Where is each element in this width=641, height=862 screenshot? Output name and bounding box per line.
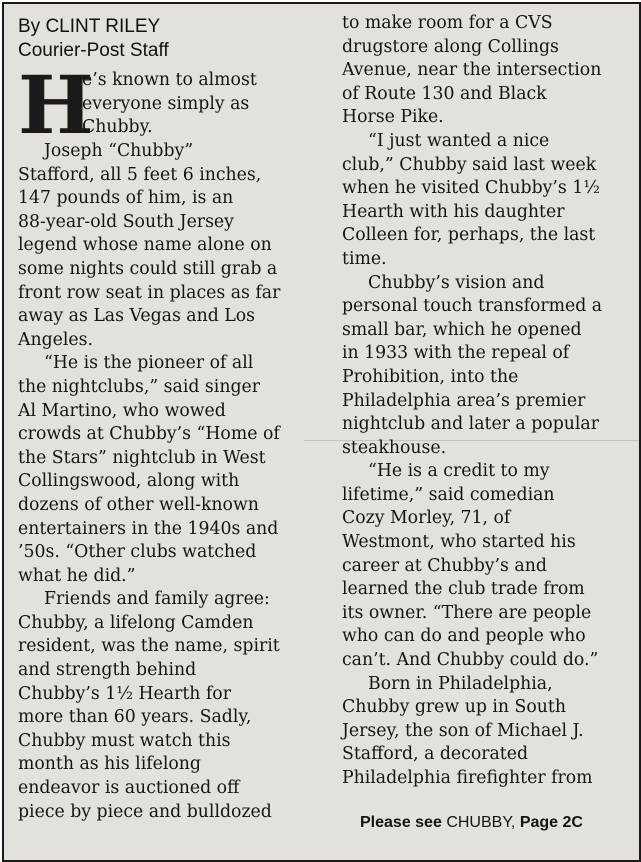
text-line: “I just wanted a nice xyxy=(368,130,550,151)
text-line: piece by piece and bulldozed xyxy=(18,801,272,822)
text-line: when he visited Chubby’s 1½ xyxy=(342,178,601,199)
text-line: resident, was the name, spirit xyxy=(18,636,280,657)
text-line: front row seat in places as far xyxy=(18,282,281,303)
continuation-line xyxy=(360,812,583,834)
text-line: to make room for a CVS xyxy=(342,13,553,33)
text-line: drugstore along Collings xyxy=(342,36,559,57)
text-line: 147 pounds of him, is an xyxy=(18,188,234,209)
lead-line: e’s known to almost xyxy=(82,70,257,90)
text-line: crowds at Chubby’s “Home of xyxy=(18,424,280,445)
text-line: “He is a credit to my xyxy=(368,461,550,482)
text-line: what he did.” xyxy=(18,565,136,586)
text-line: Joseph “Chubby” xyxy=(44,141,194,161)
text-line: Cozy Morley, 71, of xyxy=(342,508,511,529)
text-line: ’50s. “Other clubs watched xyxy=(18,542,257,563)
text-line: some nights could still grab a xyxy=(18,258,278,279)
lead-line: Chubby. xyxy=(82,117,153,138)
text-line: its owner. “There are people xyxy=(342,602,592,623)
byline-author: By CLINT RILEY xyxy=(18,16,161,37)
text-line: Friends and family agree: xyxy=(44,589,270,610)
text-line: Prohibition, into the xyxy=(342,366,519,387)
text-line: time. xyxy=(342,248,387,269)
text-line: and strength behind xyxy=(18,660,197,681)
jump-page: Page 2C xyxy=(519,814,583,831)
right-column xyxy=(342,4,632,791)
lead-line: everyone simply as xyxy=(82,93,250,114)
text-line: Jersey, the son of Michael J. xyxy=(342,720,584,741)
text-line: lifetime,” said comedian xyxy=(342,484,555,505)
text-line: the Stars” nightclub in West xyxy=(18,447,266,468)
text-line: more than 60 years. Sadly, xyxy=(18,707,252,728)
text-line: away as Las Vegas and Los xyxy=(18,306,256,327)
text-line: 88-year-old South Jersey xyxy=(18,211,234,232)
text-line: Collingswood, along with xyxy=(18,471,240,492)
text-line: learned the club trade from xyxy=(342,579,585,600)
text-line: endeavor is auctioned off xyxy=(18,778,240,799)
text-line: career at Chubby’s and xyxy=(342,555,547,576)
text-line: Born in Philadelphia, xyxy=(368,673,553,694)
text-line: legend whose name alone on xyxy=(18,235,272,256)
text-line: Angeles. xyxy=(18,329,94,350)
text-line: Stafford, a decorated xyxy=(342,744,529,765)
text-line: dozens of other well-known xyxy=(18,494,259,515)
text-line: Philadelphia area’s premier xyxy=(342,390,586,411)
text-line: small bar, which he opened xyxy=(342,319,582,340)
text-line: in 1933 with the repeal of xyxy=(342,343,570,364)
text-line: personal touch transformed a xyxy=(342,296,603,317)
text-line: Westmont, who started his xyxy=(342,532,576,553)
jump-please-see: Please see xyxy=(360,814,442,831)
drop-cap: H xyxy=(18,58,94,152)
text-line: can’t. And Chubby could do.” xyxy=(342,650,599,671)
text-line: steakhouse. xyxy=(342,437,447,458)
text-line: Chubby’s 1½ Hearth for xyxy=(18,683,231,704)
text-line: “He is the pioneer of all xyxy=(44,353,254,374)
text-line: of Route 130 and Black xyxy=(342,83,547,104)
byline-affiliation: Courier-Post Staff xyxy=(18,40,169,61)
text-line: Chubby grew up in South xyxy=(342,697,566,718)
text-line: club,” Chubby said last week xyxy=(342,154,597,175)
jump-slug: CHUBBY, xyxy=(446,814,516,831)
text-line: Avenue, near the intersection xyxy=(342,60,602,81)
text-line: Hearth with his daughter xyxy=(342,201,565,222)
text-line: Al Martino, who wowed xyxy=(18,400,226,421)
text-line: Horse Pike. xyxy=(342,107,444,128)
text-line: Stafford, all 5 feet 6 inches, xyxy=(18,164,262,185)
left-column xyxy=(18,4,318,824)
text-line: nightclub and later a popular xyxy=(342,414,599,435)
text-line: Chubby must watch this xyxy=(18,730,231,751)
text-line: entertainers in the 1940s and xyxy=(18,518,279,539)
newspaper-clipping xyxy=(2,2,641,862)
text-line: month as his lifelong xyxy=(18,754,201,775)
text-line: Philadelphia firefighter from xyxy=(342,768,593,788)
text-line: Chubby’s vision and xyxy=(368,272,545,293)
text-line: who can do and people who xyxy=(342,626,586,647)
text-line: Colleen for, perhaps, the last xyxy=(342,225,596,246)
text-line: Chubby, a lifelong Camden xyxy=(18,612,254,633)
text-line: the nightclubs,” said singer xyxy=(18,376,261,397)
